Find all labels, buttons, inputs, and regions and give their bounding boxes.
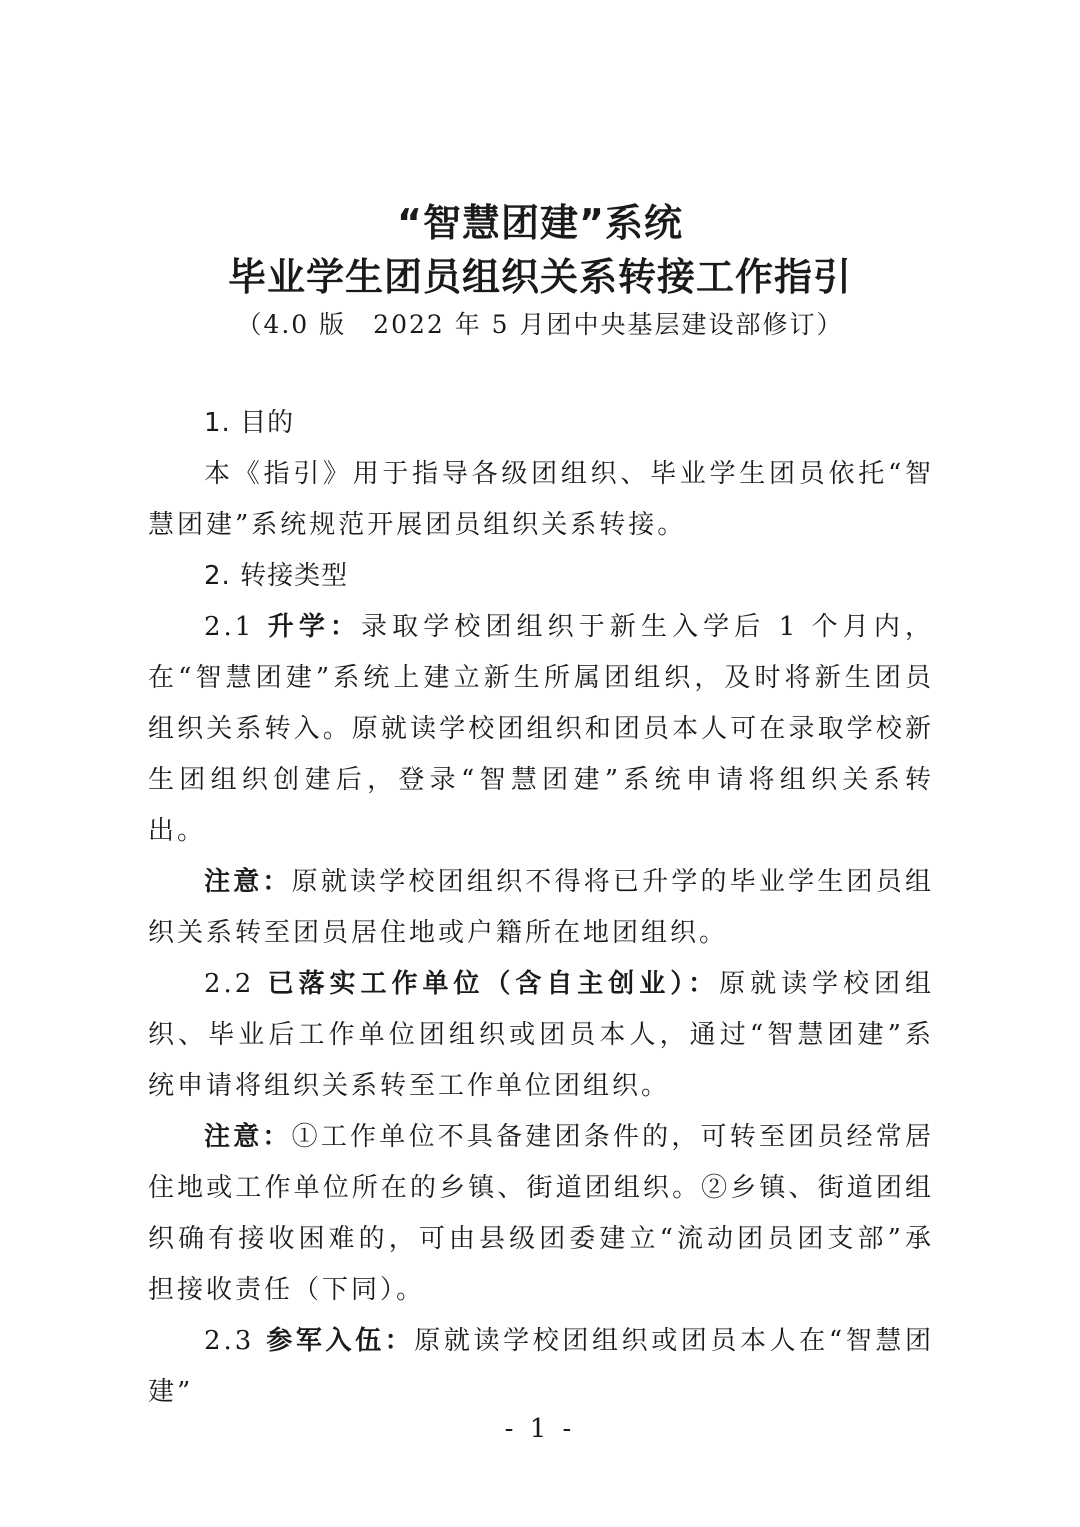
section-2-2-note [148, 1112, 934, 1316]
section-1-heading: 1. 目的 [204, 408, 295, 438]
document-body [148, 398, 934, 1418]
section-1-paragraph: 本《指引》用于指导各级团组织、毕业学生团员依托“智慧团建”系统规范开展团员组织关系转接。 [148, 459, 934, 540]
section-2-1-paragraph [148, 602, 934, 857]
section-2-1-text: 录取学校团组织于新生入学后 1 个月内，在“智慧团建”系统上建立新生所属团组织，及时将新生团员组织关系转入。原就读学校团组织和团员本人可在录取学校新生团组织创建后，登录“智慧团建”系统申请将组织关系转出。 [148, 612, 934, 846]
section-2-2-note-text: ①工作单位不具备建团条件的，可转至团员经常居住地或工作单位所在的乡镇、街道团组织。②乡镇、街道团组织确有接收困难的，可由县级团委建立“流动团员团支部”承担接收责任（下同）。 [148, 1122, 934, 1305]
section-2-2-label: 已落实工作单位（含自主创业）： [267, 969, 720, 999]
section-2-2-number: 2.2 [204, 969, 268, 999]
page-number: - 1 - [504, 1414, 576, 1444]
section-2-3-number: 2.3 [204, 1326, 267, 1356]
section-2-1-note-label: 注意： [204, 867, 292, 897]
document-subtitle: （4.0 版 2022 年 5 月团中央基层建设部修订） [236, 310, 844, 339]
document-title-line1: “智慧团建”系统 [397, 201, 683, 245]
section-2-2-paragraph [148, 959, 934, 1112]
section-2-3-label: 参军入伍： [266, 1326, 415, 1356]
section-2-1-number: 2.1 [204, 612, 268, 642]
section-2-3-paragraph [148, 1316, 934, 1418]
section-2-2-text: 原就读学校团组织、毕业后工作单位团组织或团员本人，通过“智慧团建”系统申请将组织关系转至工作单位团组织。 [148, 969, 934, 1101]
section-2-1-note [148, 857, 934, 959]
section-2-3-text: 原就读学校团组织或团员本人在“智慧团建” [148, 1326, 934, 1407]
section-2-1-note-text: 原就读学校团组织不得将已升学的毕业学生团员组织关系转至团员居住地或户籍所在地团组织。 [148, 867, 934, 948]
section-2-2-note-label: 注意： [204, 1122, 292, 1152]
section-2-1-label: 升学： [267, 612, 362, 642]
section-2-heading: 2. 转接类型 [204, 561, 349, 591]
document-title-line2: 毕业学生团员组织关系转接工作指引 [227, 255, 852, 299]
